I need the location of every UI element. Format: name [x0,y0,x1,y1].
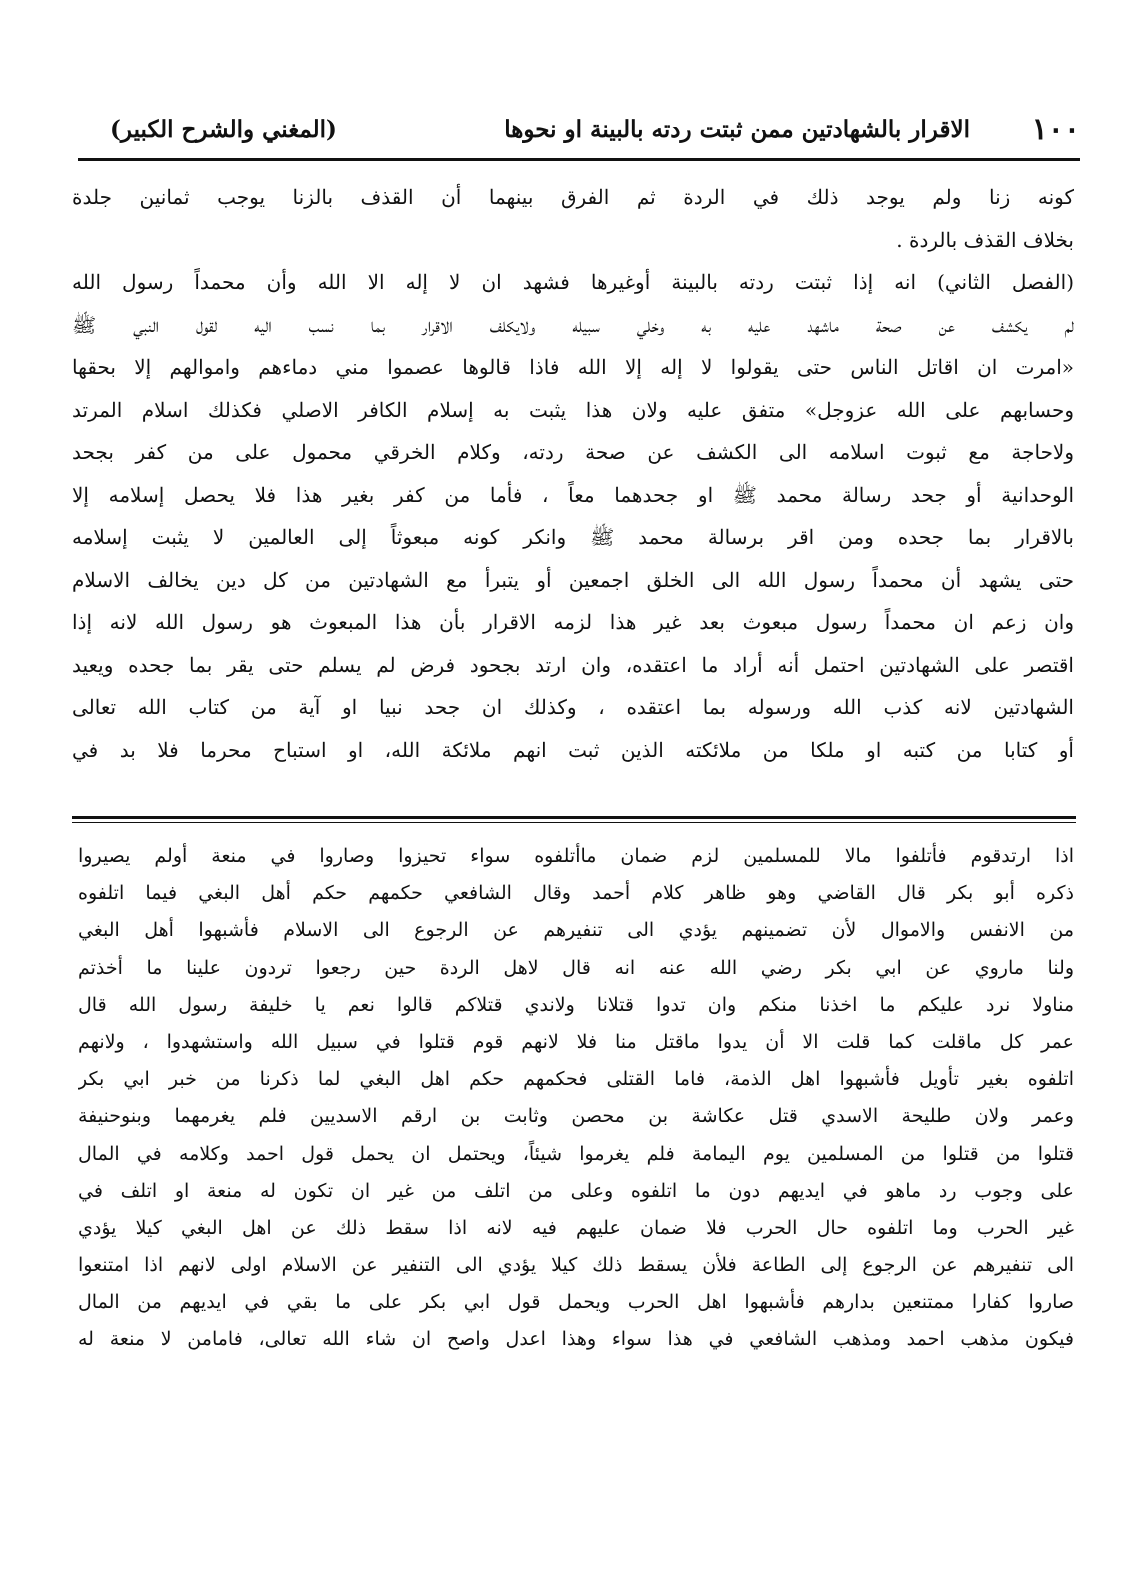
main-line: أو كتابا من كتبه او ملكا من ملائكته الذين ثبت انهم ملائكة الله، او استباح محرما فلا بد في [72,737,1074,762]
footnote-line: غير الحرب وما اتلفوه حال الحرب فلا ضمان عليهم فيه لانه اذا سقط ذلك عن اهل البغي كيلا يؤدي [78,1216,1074,1239]
footnote-separator [72,816,1076,819]
main-line: وان زعم ان محمداً رسول مبعوث بعد غير هذا لزمه الاقرار بأن هذا المبعوث هو رسول الله لانه إذا [72,610,1074,634]
footnote-line: اذا ارتدقوم فأتلفوا مالا للمسلمين لزم ضمان ماأتلفوه سواء تحيزوا وصاروا في منعة أولم يصيروا [78,845,1074,867]
running-title: الاقرار بالشهادتين ممن ثبتت ردته بالبينة او نحوها [504,116,970,143]
page-number: ١٠٠ [1031,112,1080,147]
page-header [80,112,1080,156]
main-line: حتى يشهد أن محمداً رسول الله الى الخلق اجمعين أو يتبرأ مع الشهادتين من كل دين يخالف الاسلام [72,567,1074,592]
footnote-line: من الانفس والاموال لأن تضمينهم يؤدي الى تنفيرهم عن الرجوع الى الاسلام فأشبهوا أهل البغي [78,919,1074,942]
main-line: بخلاف القذف بالردة . [896,227,1074,252]
main-line: الوحدانية أو جحد رسالة محمد ﷺ او جحدهما معاً ، فأما من كفر بغير هذا فلا يحصل إسلامه إلا [72,482,1074,507]
main-line: لم يكشف عن صحة ماشهد عليه به وخلي سبيله ولايكلف الاقرار بما نسب اليه لقول النبي ﷺ [72,312,1074,337]
main-line: ولاحاجة مع ثبوت اسلامه الى الكشف عن صحة ردته، وكلام الخرقي محمول على من كفر بجحد [72,440,1074,464]
header-rule [78,158,1080,161]
footnote-text [78,838,1074,1359]
main-line: كونه زنا ولم يوجد ذلك في الردة ثم الفرق بينهما أن القذف بالزنا يوجب ثمانين جلدة [72,185,1074,209]
footnote-line: قتلوا من قتلوا من المسلمين يوم اليمامة فلم يغرموا شيئاً، ويحتمل ان يحمل قول احمد وكلامه في المال [78,1142,1074,1165]
main-line: بالاقرار بما جحده ومن اقر برسالة محمد ﷺ وانكر كونه مبعوثاً إلى العالمين لا يثبت إسلامه [72,525,1074,549]
footnote-line: الى تنفيرهم عن الرجوع إلى الطاعة فلأن يسقط ذلك كيلا يؤدي الى التنفير عن الاسلام اولى لانهم اذا امتنعوا [78,1254,1074,1277]
footnote-line: فيكون مذهب احمد ومذهب الشافعي في هذا سواء وهذا اعدل واصح ان شاء الله تعالى، فامامن لا منعة له [78,1328,1074,1351]
footnote-separator-thin [72,822,1076,823]
main-line: الشهادتين لانه كذب الله ورسوله بما اعتقده ، وكذلك ان جحد نبيا او آية من كتاب الله تعالى [72,695,1074,719]
footnote-line: اتلفوه بغير تأويل فأشبهوا اهل الذمة، فاما القتلى فحكمهم حكم اهل البغي لما ذكرنا من خبر ابي بكر [78,1068,1074,1091]
main-line: اقتصر على الشهادتين احتمل أنه أراد ما اعتقده، وان ارتد بجحود فرض لم يسلم حتى يقر بما جحده ويعيد [72,652,1074,677]
footnote-line: ولنا ماروي عن ابي بكر رضي الله عنه انه قال لاهل الردة حين رجعوا تردون علينا ما أخذتم [78,956,1074,979]
book-title: (المغني والشرح الكبير) [110,116,337,143]
footnote-line: مناولا نرد عليكم ما اخذنا منكم وان تدوا قتلانا ولاندي قتلاكم قالوا نعم يا خليفة رسول الله قال [78,993,1074,1016]
footnote-line: ذكره أبو بكر قال القاضي وهو ظاهر كلام أحمد وقال الشافعي حكمهم حكم أهل البغي فيما اتلفوه [78,882,1074,905]
footnote-line: وعمر ولان طليحة الاسدي قتل عكاشة بن محصن وثابت بن ارقم الاسديين فلم يغرمهما وبنوحنيفة [78,1105,1074,1128]
main-line: وحسابهم على الله عزوجل» متفق عليه ولان هذا يثبت به إسلام الكافر الاصلي فكذلك اسلام المرتد [72,397,1074,422]
main-text [72,176,1074,771]
footnote-line: على وجوب رد ماهو في ايديهم دون ما اتلفوه وعلى من اتلف من غير ان تكون له منعة او اتلف في [78,1179,1074,1202]
main-line: (الفصل الثاني) انه إذا ثبتت ردته بالبينة أوغيرها فشهد ان لا إله الا الله وأن محمداً رسول الله [72,270,1074,294]
footnote-line: صاروا كفارا ممتنعين بدارهم فأشبهوا اهل الحرب ويحمل قول ابي بكر على ما بقي في ايديهم من المال [78,1291,1074,1314]
footnote-line: عمر كل ماقلت كما قلت الا أن يدوا ماقتل منا فلا لانهم قوم قتلوا في سبيل الله واستشهدوا ، ولانهم [78,1030,1074,1053]
main-line: «امرت ان اقاتل الناس حتى يقولوا لا إله إلا الله فاذا قالوها عصموا مني دماءهم واموالهم إلا بحقها [72,355,1074,379]
